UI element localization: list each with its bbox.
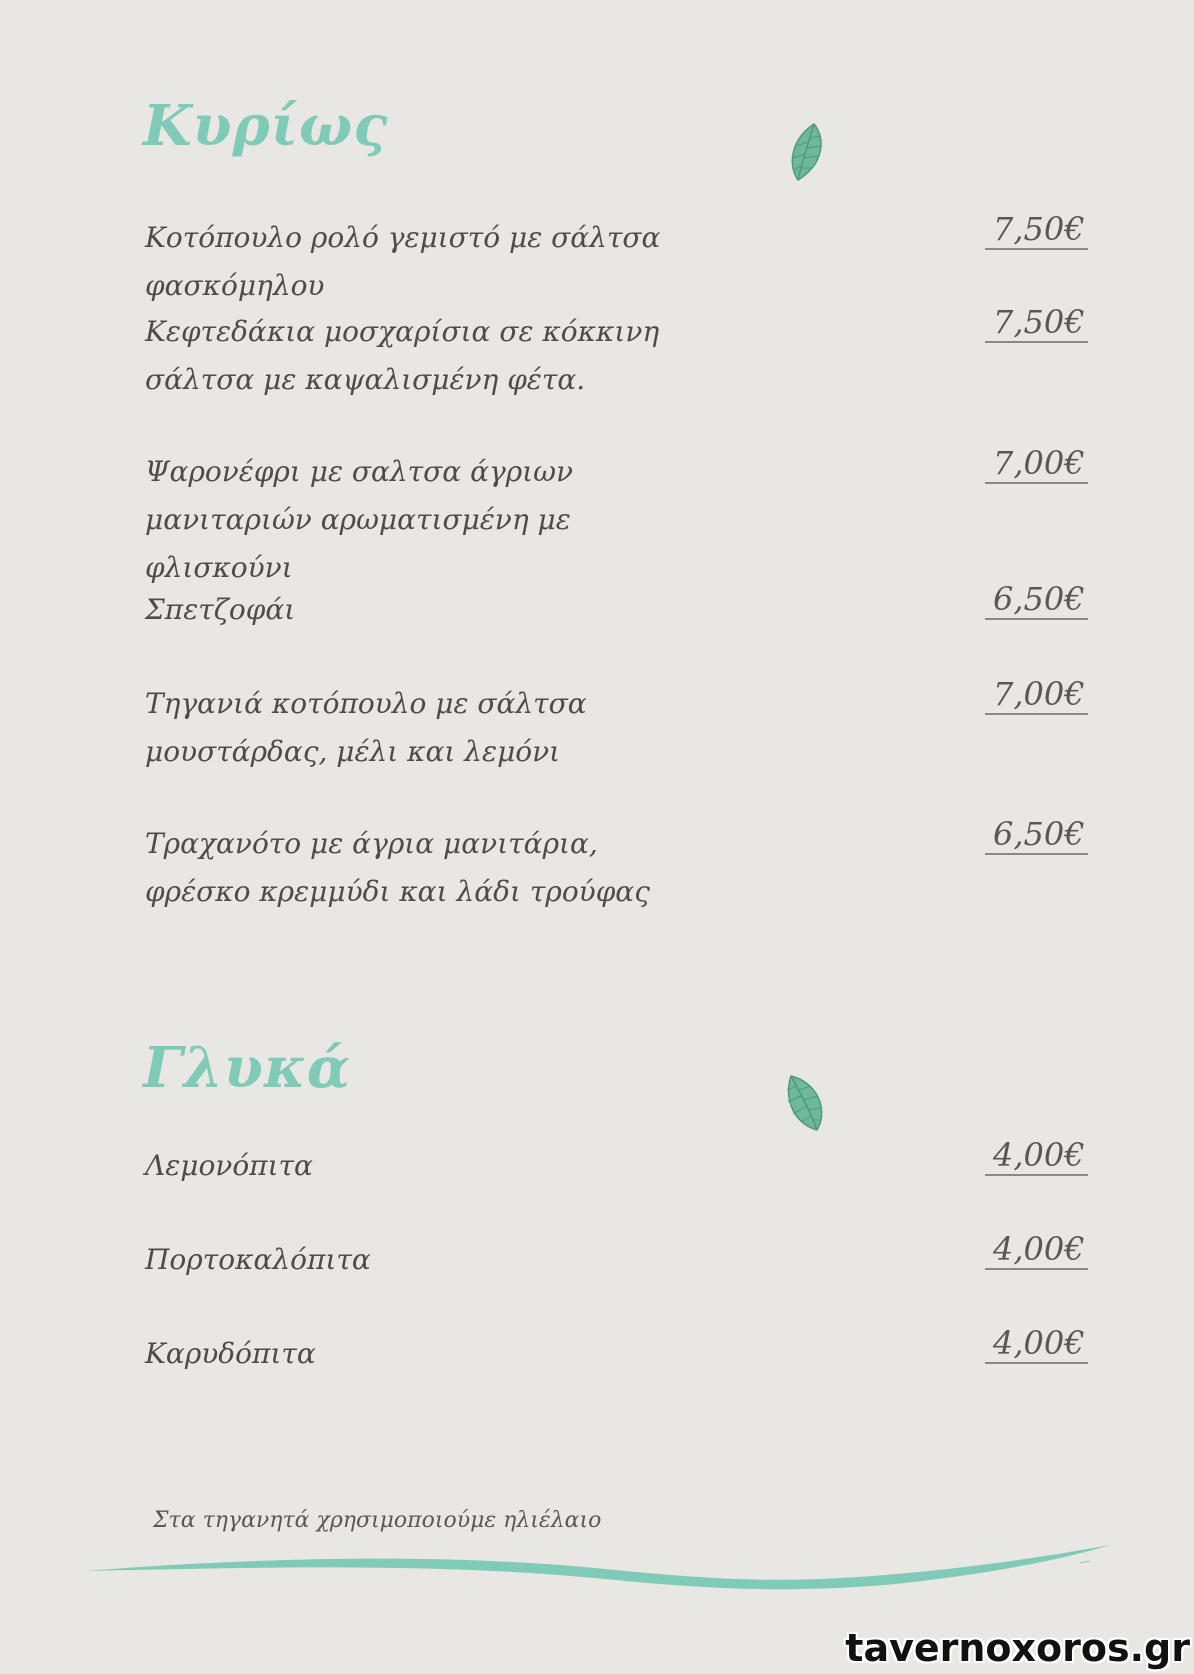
menu-item-price: 4,00€ [985, 1322, 1088, 1364]
leaf-icon [783, 1072, 825, 1134]
menu-item-price: 4,00€ [985, 1228, 1088, 1270]
menu-item-name: Κοτόπουλο ρολό γεμιστό με σάλτσα φασκόμηλου [145, 221, 661, 302]
menu-item-name: Κεφτεδάκια μοσχαρίσια σε κόκκινη σάλτσα με καψαλισμένη φέτα. [145, 315, 660, 396]
menu-item-price: 4,00€ [985, 1134, 1088, 1176]
section-title-desserts: Γλυκά [143, 1035, 351, 1101]
section-title-mains: Κυρίως [143, 93, 389, 159]
menu-item-price: 6,50€ [985, 813, 1088, 855]
menu-item-name: Ψαρονέφρι με σαλτσα άγριων μανιταριών αρωματισμένη με φλισκούνι [145, 455, 574, 584]
menu-item-price: 6,50€ [985, 578, 1088, 620]
wave-divider [85, 1535, 1115, 1595]
menu-item-name: Σπετζοφάι [145, 593, 296, 626]
menu-item-name: Τηγανιά κοτόπουλο με σάλτσα μουστάρδας, μέλι και λεμόνι [145, 687, 587, 768]
leaf-icon [784, 122, 826, 184]
menu-item-price: 7,00€ [985, 673, 1088, 715]
menu-item-name: Τραχανότο με άγρια μανιτάρια, φρέσκο κρεμμύδι και λάδι τρούφας [145, 827, 650, 908]
menu-item-price: 7,50€ [985, 208, 1088, 250]
menu-item-name: Καρυδόπιτα [145, 1337, 316, 1370]
menu-item-name: Λεμονόπιτα [145, 1149, 313, 1182]
menu-item-price: 7,00€ [985, 442, 1088, 484]
menu-item-name: Πορτοκαλόπιτα [145, 1243, 371, 1276]
menu-item-price: 7,50€ [985, 301, 1088, 343]
watermark: tavernoxoros.gr [845, 1626, 1190, 1670]
footnote: Στα τηγανητά χρησιμοποιούμε ηλιέλαιο [153, 1508, 602, 1533]
